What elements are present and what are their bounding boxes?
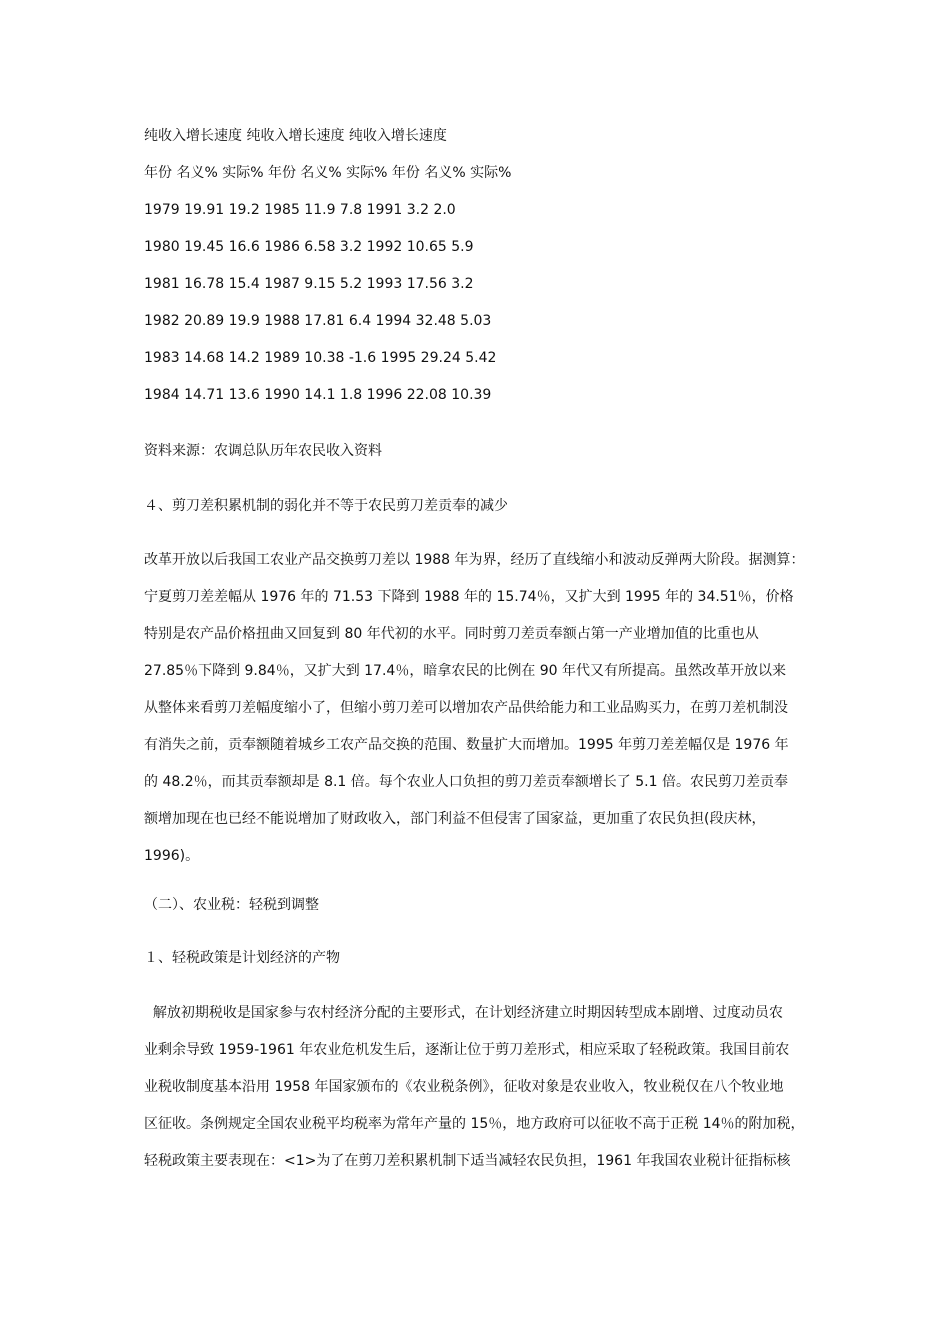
paragraph-line: 解放初期税收是国家参与农村经济分配的主要形式，在计划经济建立时期因转型成本剧增、过度动员农 — [144, 1005, 783, 1021]
paragraph-line: 区征收。条例规定全国农业税平均税率为常年产量的 15％，地方政府可以征收不高于正税 14％的附加税， — [144, 1116, 805, 1132]
section-b-heading: （二）、农业税：轻税到调整 — [144, 897, 319, 913]
section-b-subheading: １、轻税政策是计划经济的产物 — [144, 950, 340, 966]
document-page — [144, 126, 824, 1180]
paragraph-line: 27.85％下降到 9.84％，又扩大到 17.4％，暗拿农民的比例在 90 年代又有所提高。虽然改革开放以来 — [144, 663, 787, 679]
table-header-columns: 年份 名义% 实际% 年份 名义% 实际% 年份 名义% 实际% — [144, 165, 512, 181]
paragraph-line: 业剩余导致 1959-1961 年农业危机发生后，逐渐让位于剪刀差形式，相应采取了轻税政策。我国目前农 — [144, 1042, 790, 1058]
table-row: 1980 19.45 16.6 1986 6.58 3.2 1992 10.65 5.9 — [144, 239, 474, 255]
paragraph-line: 改革开放以后我国工农业产品交换剪刀差以 1988 年为界，经历了直线缩小和波动反弹两大阶段。据测算： — [144, 552, 805, 568]
table-row: 1982 20.89 19.9 1988 17.81 6.4 1994 32.48 5.03 — [144, 313, 492, 329]
table-header-growth: 纯收入增长速度 纯收入增长速度 纯收入增长速度 — [144, 128, 447, 144]
table-row: 1981 16.78 15.4 1987 9.15 5.2 1993 17.56 3.2 — [144, 276, 474, 292]
paragraph-line: 业税收制度基本沿用 1958 年国家颁布的《农业税条例》，征收对象是农业收入，牧业税仅在八个牧业地 — [144, 1079, 784, 1095]
table-row: 1979 19.91 19.2 1985 11.9 7.8 1991 3.2 2.0 — [144, 202, 456, 218]
paragraph-line: 特别是农产品价格扭曲又回复到 80 年代初的水平。同时剪刀差贡奉额占第一产业增加值的比重也从 — [144, 626, 759, 642]
paragraph-line: 有消失之前，贡奉额随着城乡工农产品交换的范围、数量扩大而增加。1995 年剪刀差差幅仅是 1976 年 — [144, 737, 789, 753]
table-row: 1983 14.68 14.2 1989 10.38 -1.6 1995 29.24 5.42 — [144, 350, 497, 366]
section-4-heading: ４、剪刀差积累机制的弱化并不等于农民剪刀差贡奉的减少 — [144, 498, 508, 514]
paragraph-line: 轻税政策主要表现在：<1>为了在剪刀差积累机制下适当减轻农民负担，1961 年我国农业税计征指标核 — [144, 1153, 791, 1169]
section-4-paragraph — [144, 542, 824, 875]
paragraph-line: 宁夏剪刀差差幅从 1976 年的 71.53 下降到 1988 年的 15.74％，又扩大到 1995 年的 34.51％，价格 — [144, 589, 794, 605]
table-row: 1984 14.71 13.6 1990 14.1 1.8 1996 22.08 10.39 — [144, 387, 492, 403]
paragraph-line: 1996)。 — [144, 848, 200, 864]
paragraph-line: 从整体来看剪刀差幅度缩小了，但缩小剪刀差可以增加农产品供给能力和工业品购买力，在剪刀差机制没 — [144, 700, 788, 716]
paragraph-line: 的 48.2％，而其贡奉额却是 8.1 倍。每个农业人口负担的剪刀差贡奉额增长了 5.1 倍。农民剪刀差贡奉 — [144, 774, 788, 790]
table-source-note: 资料来源：农调总队历年农民收入资料 — [144, 443, 382, 459]
section-b-paragraph — [144, 995, 824, 1180]
paragraph-line: 额增加现在也已经不能说增加了财政收入，部门利益不但侵害了国家益，更加重了农民负担(段庆林， — [144, 811, 766, 827]
